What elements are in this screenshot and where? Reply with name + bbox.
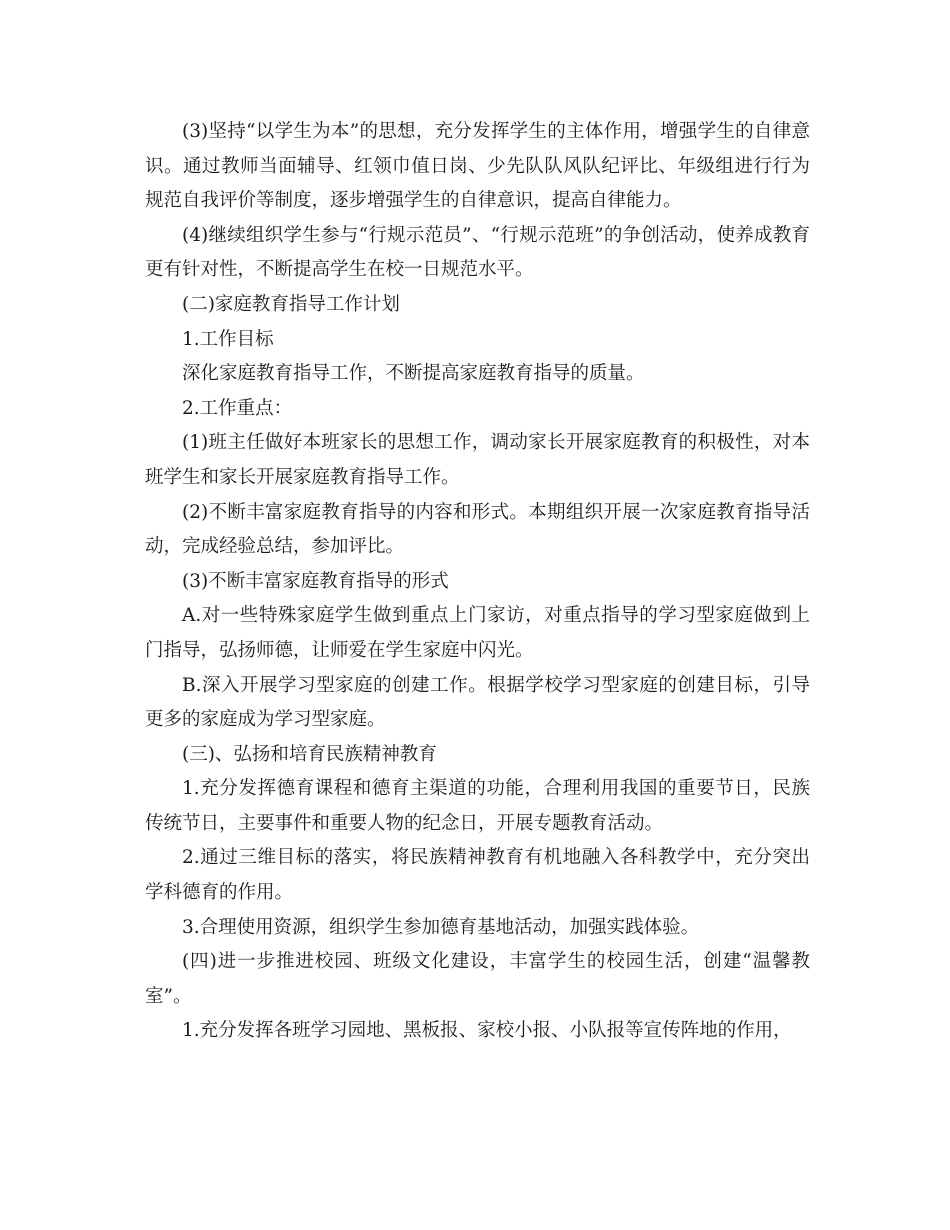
paragraph-2: (4)继续组织学生参与“行规示范员”、“行规示范班”的争创活动，使养成教育更有针对性，不断提高学生在校一日规范水平。 [145,224,810,281]
document-body [145,115,810,1049]
section-heading-campus-culture: (四)进一步推进校园、班级文化建设，丰富学生的校园生活，创建“温馨教室”。 [145,951,810,1007]
paragraph-focus-1: (1)班主任做好本班家长的思想工作，调动家长开展家庭教育的积极性，对本班学生和家长开展家庭教育指导工作。 [145,432,810,488]
subheading-work-goal: 1.工作目标 [182,328,274,350]
paragraph-item-a: A.对一些特殊家庭学生做到重点上门家访，对重点指导的学习型家庭做到上门指导，弘扬师德，让师爱在学生家庭中闪光。 [145,605,810,661]
paragraph-focus-3: (3)不断丰富家庭教育指导的形式 [182,570,449,592]
section-heading-family-education: (二)家庭教育指导工作计划 [182,293,400,315]
section-heading-national-spirit: (三)、弘扬和培育民族精神教育 [182,743,437,765]
paragraph-focus-2: (2)不断丰富家庭教育指导的内容和形式。本期组织开展一次家庭教育指导活动，完成经验总结，参加评比。 [145,501,810,558]
paragraph-spirit-3: 3.合理使用资源，组织学生参加德育基地活动，加强实践体验。 [182,916,700,938]
paragraph-work-goal: 深化家庭教育指导工作，不断提高家庭教育指导的质量。 [182,363,645,385]
paragraph-1: (3)坚持“以学生为本”的思想，充分发挥学生的主体作用，增强学生的自律意识。通过教师当面辅导、红领巾值日岗、少先队队风队纪评比、年级组进行行为规范自我评价等制度，逐步增强学生的自律意识，提高自律能力。 [145,121,810,212]
subheading-work-focus: 2.工作重点： [182,397,293,419]
paragraph-culture-1: 1.充分发挥各班学习园地、黑板报、家校小报、小队报等宣传阵地的作用， [182,1020,792,1042]
paragraph-spirit-1: 1.充分发挥德育课程和德育主渠道的功能，合理利用我国的重要节日，民族传统节日，主要事件和重要人物的纪念日，开展专题教育活动。 [145,778,810,834]
paragraph-spirit-2: 2.通过三维目标的落实，将民族精神教育有机地融入各科教学中，充分突出学科德育的作用。 [145,847,810,904]
paragraph-item-b: B.深入开展学习型家庭的创建工作。根据学校学习型家庭的创建目标，引导更多的家庭成为学习型家庭。 [145,674,810,731]
